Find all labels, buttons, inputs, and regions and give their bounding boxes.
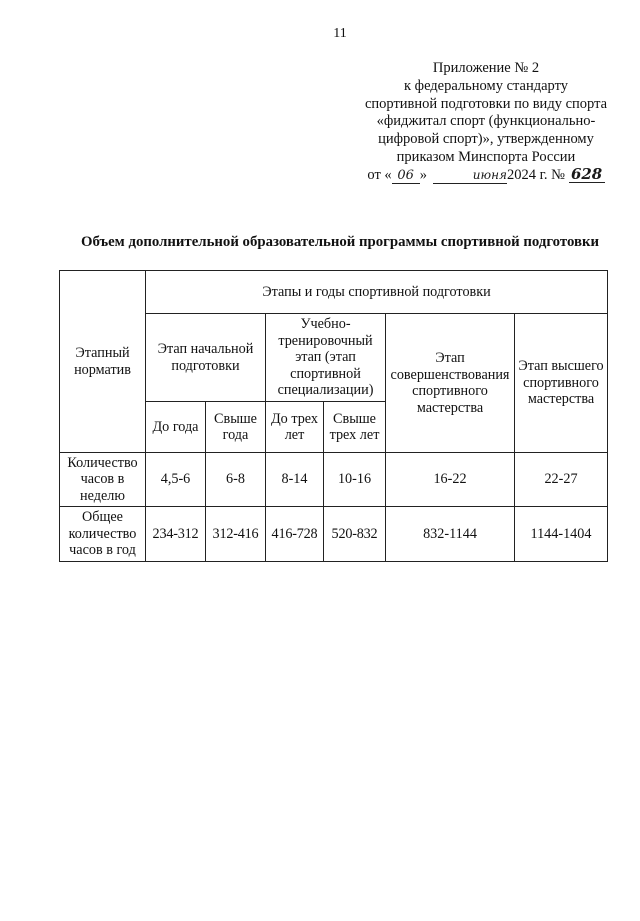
subheader-cell: Свыше трех лет xyxy=(324,402,386,453)
table-cell: 4,5-6 xyxy=(146,453,206,507)
stage-header-cell: Этап начальной подготовки xyxy=(146,314,266,402)
handwritten-month: июня xyxy=(433,168,507,184)
appendix-line: спортивной подготовки по виду спорта xyxy=(364,95,608,112)
table-cell: 10-16 xyxy=(324,453,386,507)
table-cell: 312-416 xyxy=(206,507,266,562)
appendix-header xyxy=(352,60,620,185)
appendix-line: к федеральному стандарту xyxy=(404,77,568,94)
date-mid: » xyxy=(419,166,427,183)
table-header-row xyxy=(60,271,608,314)
table-cell: 234-312 xyxy=(146,507,206,562)
stage-header-cell: Этап высшего спортивного мастерства xyxy=(515,314,608,453)
group-header-cell: Этапы и годы спортивной подготовки xyxy=(146,271,608,314)
appendix-line: Приложение № 2 xyxy=(432,60,540,76)
date-year: 2024 г. № xyxy=(506,166,565,183)
handwritten-order-number: 628 xyxy=(569,167,605,183)
appendix-line: приказом Минспорта России xyxy=(396,148,576,165)
table-row xyxy=(60,507,608,562)
volume-table xyxy=(59,270,608,562)
row-label-cell: Количество часов в неделю xyxy=(60,453,146,507)
date-prefix: от « xyxy=(367,166,392,183)
table-cell: 8-14 xyxy=(266,453,324,507)
table-row xyxy=(60,453,608,507)
stage-header-cell: Учебно-тренировочный этап (этап спортивной специализации) xyxy=(266,314,386,402)
subheader-cell: До трех лет xyxy=(266,402,324,453)
table-cell: 832-1144 xyxy=(386,507,515,562)
table-cell: 520-832 xyxy=(324,507,386,562)
document-title: Объем дополнительной образовательной программы спортивной подготовки xyxy=(80,234,600,250)
corner-header-cell: Этапный норматив xyxy=(60,271,146,453)
stage-header-cell: Этап совершенствования спортивного мастерства xyxy=(386,314,515,453)
appendix-line: цифровой спорт)», утвержденному xyxy=(378,131,594,148)
order-date-line xyxy=(352,164,620,185)
table-cell: 6-8 xyxy=(206,453,266,507)
table-cell: 416-728 xyxy=(266,507,324,562)
subheader-cell: Свыше года xyxy=(206,402,266,453)
table-cell: 16-22 xyxy=(386,453,515,507)
subheader-cell: До года xyxy=(146,402,206,453)
handwritten-day: 06 xyxy=(392,168,420,184)
row-label-cell: Общее количество часов в год xyxy=(60,507,146,562)
table-cell: 1144-1404 xyxy=(515,507,608,562)
appendix-line: «фиджитал спорт (функционально- xyxy=(376,113,596,130)
page-number: 11 xyxy=(333,26,347,41)
table-cell: 22-27 xyxy=(515,453,608,507)
